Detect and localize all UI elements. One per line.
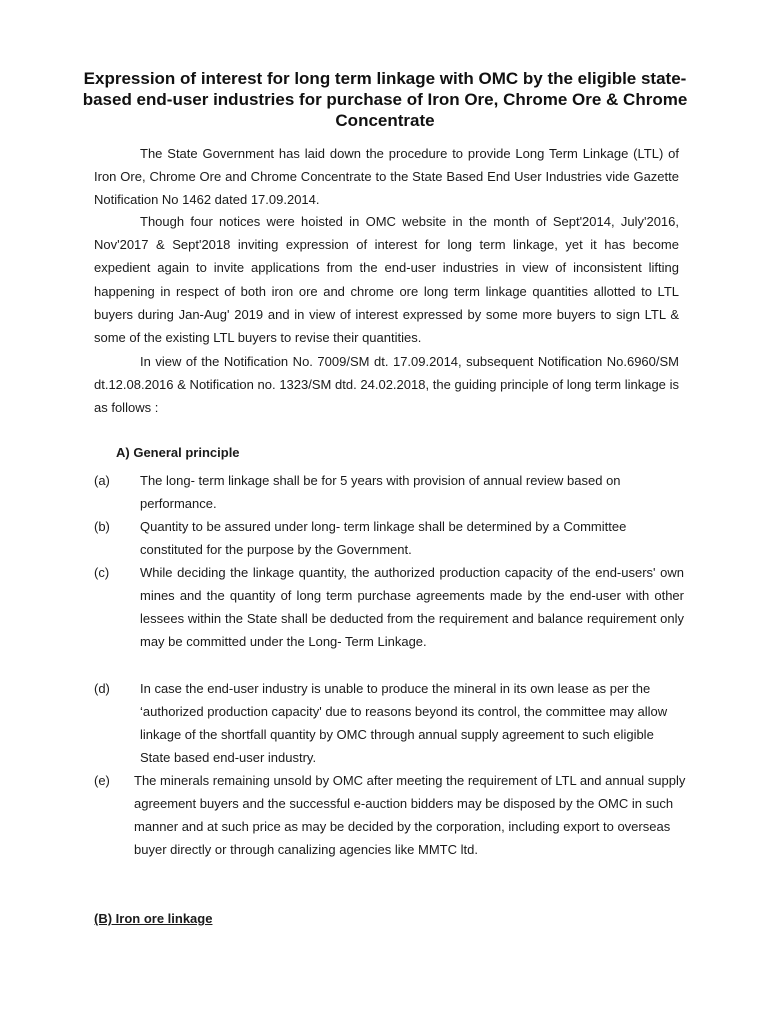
item-label: (c) bbox=[94, 565, 110, 580]
intro-paragraph-3: In view of the Notification No. 7009/SM dt. 17.09.2014, subsequent Notification No.6960/SM dt.12.08.2016 & Notification no. 1323/SM dtd. 24.02.2018, the guiding principle of long term linkage is as follows : bbox=[94, 354, 679, 416]
item-text: Quantity to be assured under long- term linkage shall be determined by a Committee constituted for the purpose by the Government. bbox=[140, 519, 627, 557]
item-text: In case the end-user industry is unable to produce the mineral in its own lease as per the ‘authorized production capacity' due to reasons beyond its control, the committee may allow linkage of the shortfall quantity by OMC through annual supply agreement to such eligible State based end-user industry. bbox=[140, 681, 668, 765]
item-label: (a) bbox=[94, 473, 110, 488]
intro-paragraph-1: The State Government has laid down the procedure to provide Long Term Linkage (LTL) of Iron Ore, Chrome Ore and Chrome Concentrate to the State Based End User Industries vide Gazette Notification No 1462 dated 17.09.2014. bbox=[94, 146, 679, 208]
item-text: The long- term linkage shall be for 5 years with provision of annual review based on performance. bbox=[140, 473, 621, 511]
item-label: (e) bbox=[94, 773, 110, 788]
section-a-heading: A) General principle bbox=[116, 445, 240, 460]
item-label: (b) bbox=[94, 519, 110, 534]
item-text: While deciding the linkage quantity, the authorized production capacity of the end-users' own mines and the quantity of long term purchase agreements made by the end-user with other lessees within the State shall be deducted from the requirement and balance requirement only may be committed under the Long- Term Linkage. bbox=[140, 565, 684, 649]
document-title: Expression of interest for long term linkage with OMC by the eligible state- based end-user industries for purchase of Iron Ore, Chrome Ore & Chrome Concentrate bbox=[82, 69, 688, 130]
section-b-heading: (B) Iron ore linkage bbox=[94, 911, 213, 926]
item-text: The minerals remaining unsold by OMC after meeting the requirement of LTL and annual supply agreement buyers and the successful e-auction bidders may be disposed by the OMC in such manner and at such price as may be decided by the corporation, including export to overseas buyer directly or through canalizing agencies like MMTC ltd. bbox=[134, 773, 686, 857]
intro-paragraph-2: Though four notices were hoisted in OMC website in the month of Sept'2014, July'2016, Nov'2017 & Sept'2018 inviting expression of interest for long term linkage, yet it has become expedient again to invite applications from the end-user industries in view of inconsistent lifting happening in respect of both iron ore and chrome ore long term linkage quantities allotted to LTL buyers during Jan-Aug' 2019 and in view of interest expressed by some more buyers to sign LTL & some of the existing LTL buyers to revise their quantities. bbox=[94, 214, 679, 346]
item-label: (d) bbox=[94, 681, 110, 696]
